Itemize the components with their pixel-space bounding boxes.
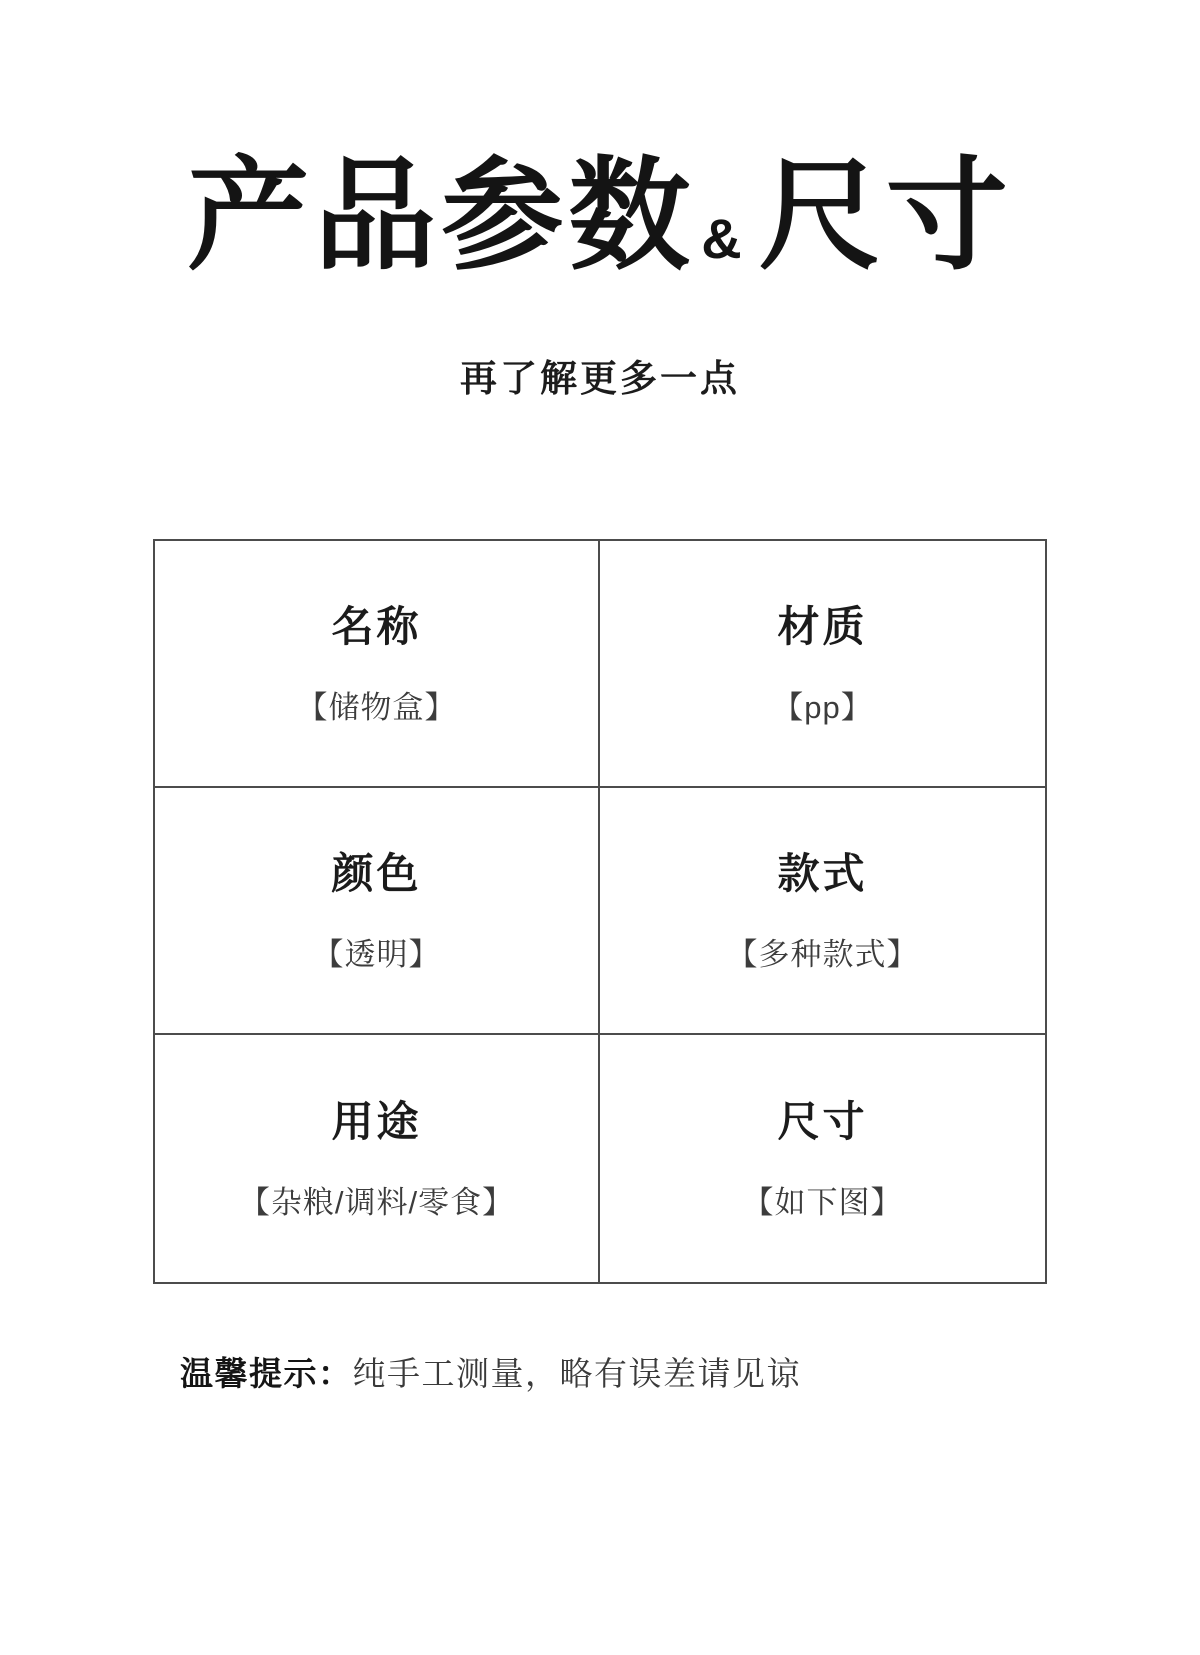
- spec-label: 款式: [777, 850, 868, 897]
- spec-label: 颜色: [331, 850, 422, 897]
- spec-label: 用途: [331, 1098, 422, 1145]
- warm-tip-note: [180, 1348, 801, 1395]
- page-title: [0, 146, 1200, 286]
- spec-label: 名称: [331, 603, 422, 650]
- spec-value: 【多种款式】: [726, 937, 919, 972]
- spec-table: [153, 539, 1047, 1284]
- spec-cell-style: [600, 788, 1045, 1035]
- page-title-main: 产品参数: [187, 148, 696, 284]
- spec-label: 材质: [777, 603, 868, 650]
- spec-cell-material: [600, 541, 1045, 788]
- spec-cell-usage: [155, 1035, 600, 1282]
- spec-value: 【pp】: [772, 690, 873, 725]
- page-title-tail: 尺寸: [758, 148, 1013, 284]
- spec-value: 【杂粮/调料/零食】: [238, 1185, 515, 1220]
- spec-value: 【如下图】: [742, 1185, 903, 1220]
- spec-value: 【透明】: [312, 937, 441, 972]
- spec-cell-size: [600, 1035, 1045, 1282]
- page-subtitle: 再了解更多一点: [460, 358, 740, 399]
- warm-tip-prefix: 温馨提示：: [180, 1355, 353, 1392]
- spec-value: 【储物盒】: [296, 690, 457, 725]
- spec-cell-color: [155, 788, 600, 1035]
- warm-tip-text: 纯手工测量，略有误差请见谅: [352, 1355, 801, 1392]
- ampersand-text: &: [701, 207, 747, 270]
- spec-label: 尺寸: [777, 1098, 868, 1145]
- spec-cell-name: [155, 541, 600, 788]
